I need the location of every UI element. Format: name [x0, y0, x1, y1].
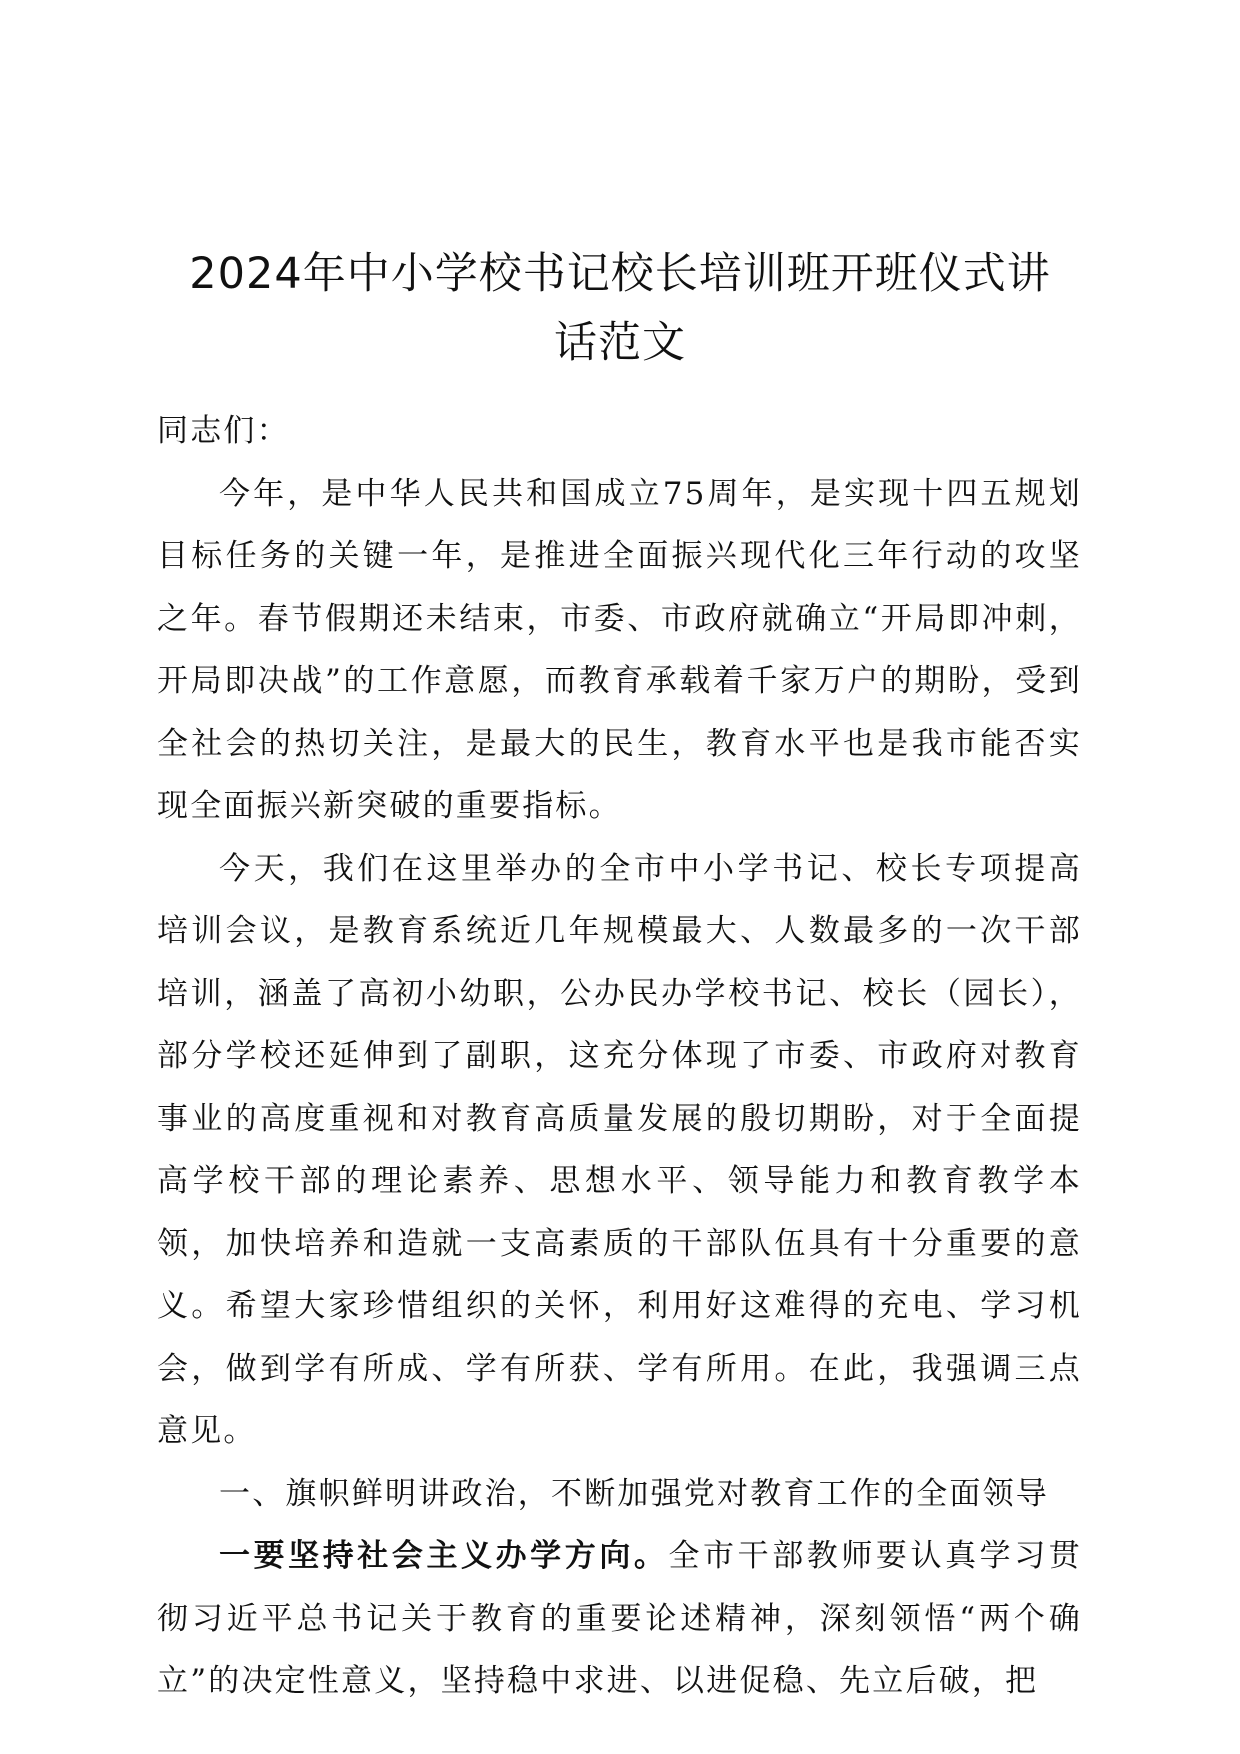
point-1-text: 全市干部教师要认真学习贯彻习近平总书记关于教育的重要论述精神，深刻领悟“两个确立”的决定性意义，坚持稳中求进、以进促稳、先立后破，把 — [157, 1538, 1082, 1699]
paragraph-training-purpose: 今天，我们在这里举办的全市中小学书记、校长专项提高培训会议，是教育系统近几年规模最大、人数最多的一次干部培训，涵盖了高初小幼职，公办民办学校书记、校长（园长），部分学校还延伸到了副职，这充分体现了市委、市政府对教育事业的高度重视和对教育高质量发展的殷切期盼，对于全面提高学校干部的理论素养、思想水平、领导能力和教育教学本领，加快培养和造就一支高素质的干部队伍具有十分重要的意义。希望大家珍惜组织的关怀，利用好这难得的充电、学习机会，做到学有所成、学有所获、学有所用。在此，我强调三点意见。 — [157, 850, 1082, 1449]
salutation: 同志们： — [157, 413, 290, 449]
document-title — [150, 240, 1090, 378]
paragraph-point-1 — [157, 1525, 1082, 1713]
title-line-2: 话范文 — [554, 318, 686, 368]
point-1-lead: 一要坚持社会主义办学方向。 — [219, 1538, 669, 1574]
paragraph-opening: 今年，是中华人民共和国成立75周年，是实现十四五规划目标任务的关键一年，是推进全面振兴现代化三年行动的攻坚之年。春节假期还未结束，市委、市政府就确立“开局即冲刺，开局即决战”的工作意愿，而教育承载着千家万户的期盼，受到全社会的热切关注，是最大的民生，教育水平也是我市能否实现全面振兴新突破的重要指标。 — [157, 475, 1082, 824]
section-heading-1: 一、旗帜鲜明讲政治，不断加强党对教育工作的全面领导 — [219, 1475, 1049, 1512]
document-body — [157, 400, 1082, 1713]
title-line-1: 2024年中小学校书记校长培训班开班仪式讲 — [189, 249, 1051, 299]
